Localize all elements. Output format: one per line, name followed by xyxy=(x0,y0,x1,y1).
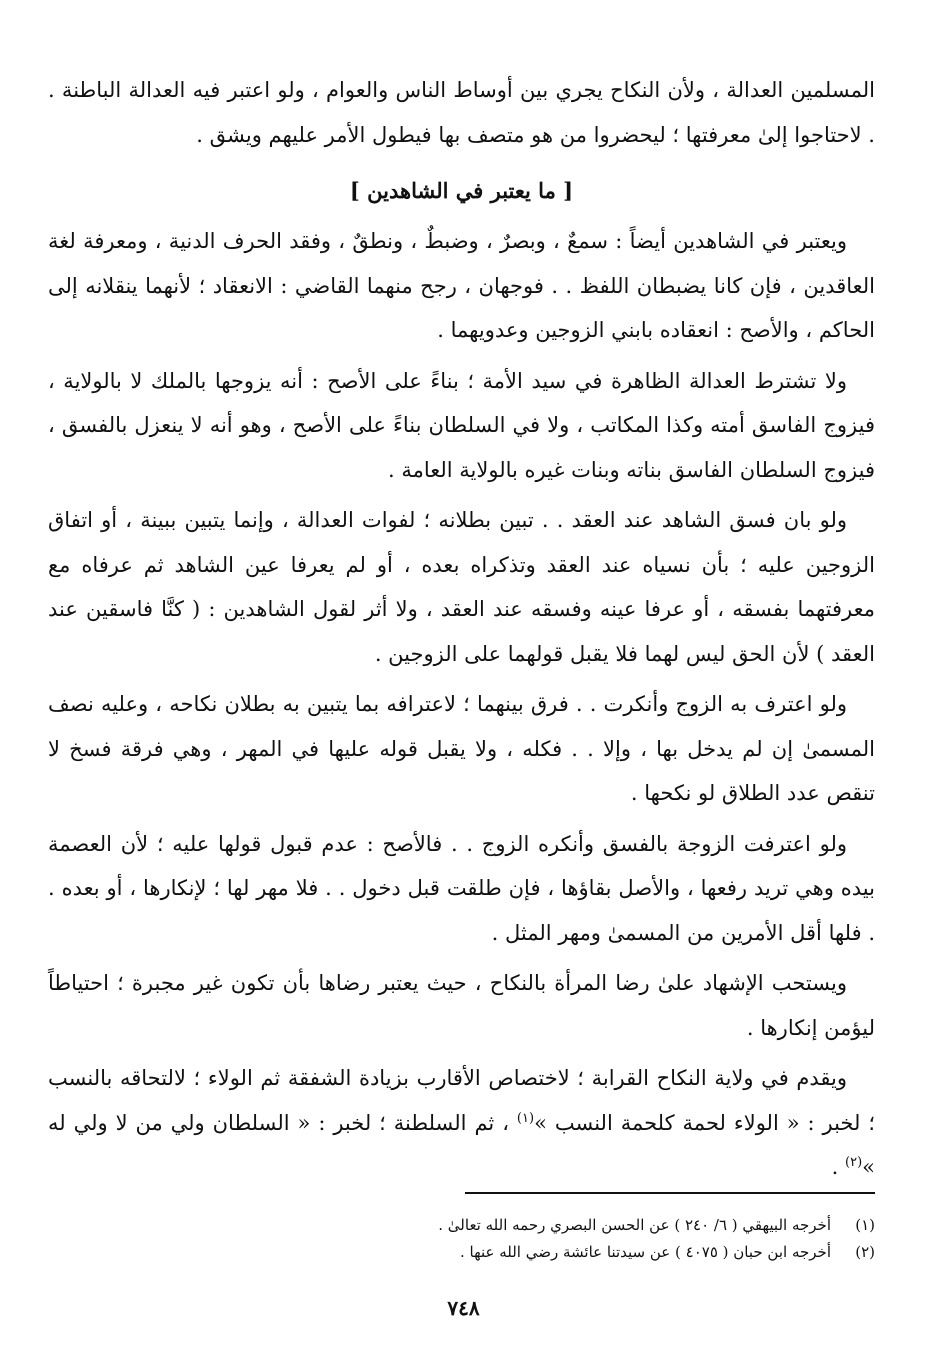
section-heading: [ ما يعتبر في الشاهدين ] xyxy=(349,178,574,203)
paragraph-witness-requirements: ويعتبر في الشاهدين أيضاً : سمعٌ ، وبصرٌ ، وضبطٌ ، ونطقٌ ، وفقد الحرف الدنية ، ومعرفة لغة العاقدين ، فإن كانا يضبطان اللفظ . . فوجهان ، رجح منهما القاضي : الانعقاد ؛ لأنهما ينقلانه إلى الحاكم ، والأصح : انعقاده بابني الزوجين وعدويهما . xyxy=(48,229,875,342)
footnote-item xyxy=(48,1239,875,1266)
paragraph-master-of-slave: ولا تشترط العدالة الظاهرة في سيد الأمة ؛ بناءً على الأصح : أنه يزوجها بالملك لا بالولاية ، فيزوج الفاسق أمته وكذا المكاتب ، ولا في السلطان بناءً على الأصح ، وهو أنه لا ينعزل بالفسق ، فيزوج السلطان الفاسق بناته وبنات غيره بالولاية العامة . xyxy=(48,368,875,482)
paragraph-consent-witnessing: ويستحب الإشهاد علىٰ رضا المرأة بالنكاح ، حيث يعتبر رضاها بأن تكون غير مجبرة ؛ احتياطاً ليؤمن إنكارها . xyxy=(48,971,875,1040)
paragraph-husband-admission: ولو اعترف به الزوج وأنكرت . . فرق بينهما ؛ لاعترافه بما يتبين به بطلان نكاحه ، وعليه نصف المسمىٰ إن لم يدخل بها ، وإلا . . فكله ، ولا يقبل قوله عليها في المهر ، وهي فرقة فسخ لا تنقص عدد الطلاق لو نكحها . xyxy=(48,692,875,805)
page-body xyxy=(48,68,875,1190)
guardianship-text-part1: ويقدم في ولاية النكاح القرابة ؛ لاختصاص الأقارب بزيادة الشفقة ثم الولاء ؛ لالتحاقه بالنسب ؛ لخبر : « الولاء لحمة كلحمة النسب » xyxy=(48,1066,875,1135)
footnote-text: أخرجه ابن حبان ( ٤٠٧٥ ) عن سيدتنا عائشة رضي الله عنها . xyxy=(459,1243,831,1261)
footnote-ref-1[interactable]: (١) xyxy=(516,1110,535,1126)
footnote-divider xyxy=(465,1192,875,1194)
paragraph-wife-admission: ولو اعترفت الزوجة بالفسق وأنكره الزوج . . فالأصح : عدم قبول قولها عليه ؛ لأن العصمة بيده وهي تريد رفعها ، والأصل بقاؤها ، فإن طلقت قبل دخول . . فلا مهر لها ؛ لإنكارها ، أو بعده . . فلها أقل الأمرين من المسمىٰ ومهر المثل . xyxy=(48,831,875,945)
footnote-number: (٢) xyxy=(855,1243,875,1261)
footnote-item xyxy=(48,1212,875,1239)
page-number: ٧٤٨ xyxy=(447,1296,480,1320)
guardianship-text-part2: ، ثم السلطنة ؛ لخبر : « السلطان ولي من لا ولي له » xyxy=(48,1110,875,1179)
footnote-text: أخرجه البيهقي ( ٦/ ٢٤٠ ) عن الحسن البصري رحمه الله تعالىٰ . xyxy=(438,1216,831,1234)
footnote-number: (١) xyxy=(855,1216,875,1234)
guardianship-text-part3: . xyxy=(831,1155,845,1179)
paragraph-guardianship-order xyxy=(48,1056,875,1190)
footnotes xyxy=(48,1212,875,1266)
paragraph-continuation: المسلمين العدالة ، ولأن النكاح يجري بين أوساط الناس والعوام ، ولو اعتبر فيه العدالة الباطنة . . لاحتاجوا إلىٰ معرفتها ؛ ليحضروا من هو متصف بها فيطول الأمر عليهم ويشق . xyxy=(48,78,875,147)
footnote-ref-2[interactable]: (٢) xyxy=(845,1155,863,1170)
paragraph-witness-immorality: ولو بان فسق الشاهد عند العقد . . تبين بطلانه ؛ لفوات العدالة ، وإنما يتبين ببينة ، أو اتفاق الزوجين عليه ؛ بأن نسياه عند العقد وتذكراه بعده ، أو لم يعرفا عين الشاهد ثم عرفاه مع معرفتهما بفسقه ، أو عرفا عينه وفسقه عند العقد ، ولا أثر لقول الشاهدين : ( كنَّا فاسقين عند العقد ) لأن الحق ليس لهما فلا يقبل قولهما على الزوجين . xyxy=(48,508,875,666)
